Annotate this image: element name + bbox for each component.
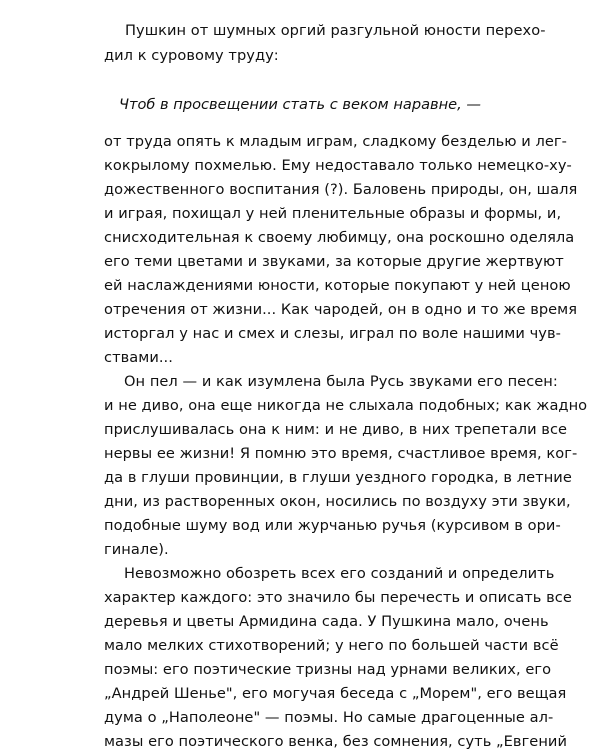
text-line: нервы ее жизни! Я помню это время, счастливое время, ког-: [104, 445, 578, 462]
text-line: снисходительная к своему любимцу, она роскошно оделяла: [104, 229, 575, 246]
text-line: его теми цветами и звуками, за которые другие жертвуют: [104, 253, 564, 270]
text-line: дума о „Наполеоне" — поэмы. Но самые драгоценные ал-: [104, 709, 554, 726]
text-line: и играя, похищал у ней пленительные образы и формы, и,: [104, 205, 562, 222]
text-line: отречения от жизни... Как чародей, он в одно и то же время: [104, 301, 578, 318]
text-line: поэмы: его поэтические тризны над урнами великих, его: [104, 661, 552, 678]
text-line: характер каждого: это значило бы перечесть и описать все: [104, 589, 572, 606]
text-line: „Андрей Шенье", его могучая беседа с „Морем", его вещая: [104, 685, 567, 702]
text-line: ствами...: [104, 349, 173, 366]
text-line: дил к суровому труду:: [104, 47, 279, 64]
text-line: кокрылому похмелью. Ему недоставало только немецко-ху-: [104, 157, 572, 174]
text-line: гинале).: [104, 541, 169, 558]
text-line: исторгал у нас и смех и слезы, играл по воле нашими чув-: [104, 325, 561, 342]
text-line: мало мелких стихотворений; у него по большей части всё: [104, 637, 559, 654]
text-line: прислушивалась она к ним: и не диво, в них трепетали все: [104, 421, 568, 438]
text-line: подобные шуму вод или журчанью ручья (курсивом в ори-: [104, 517, 561, 534]
text-line: да в глуши провинции, в глуши уездного городка, в летние: [104, 469, 572, 486]
text-line: дни, из растворенных окон, носились по воздуху эти звуки,: [104, 493, 571, 510]
text-line: ей наслаждениями юности, которые покупают у ней ценою: [104, 277, 571, 294]
epigraph-quote: Чтоб в просвещении стать с веком наравне, —: [118, 96, 482, 113]
text-line: Невозможно обозреть всех его созданий и определить: [124, 565, 555, 582]
text-line: от труда опять к младым играм, сладкому безделью и лег-: [104, 133, 567, 150]
text-line: дожественного воспитания (?). Баловень природы, он, шаля: [104, 181, 578, 198]
text-line: мазы его поэтического венка, без сомнения, суть „Евгений: [104, 733, 567, 750]
text-line: Он пел — и как изумлена была Русь звуками его песен:: [124, 373, 558, 390]
text-line: деревья и цветы Армидина сада. У Пушкина мало, очень: [104, 613, 549, 630]
text-line: Пушкин от шумных оргий разгульной юности перехо-: [125, 22, 546, 39]
text-line: и не диво, она еще никогда не слыхала подобных; как жадно: [104, 397, 588, 414]
